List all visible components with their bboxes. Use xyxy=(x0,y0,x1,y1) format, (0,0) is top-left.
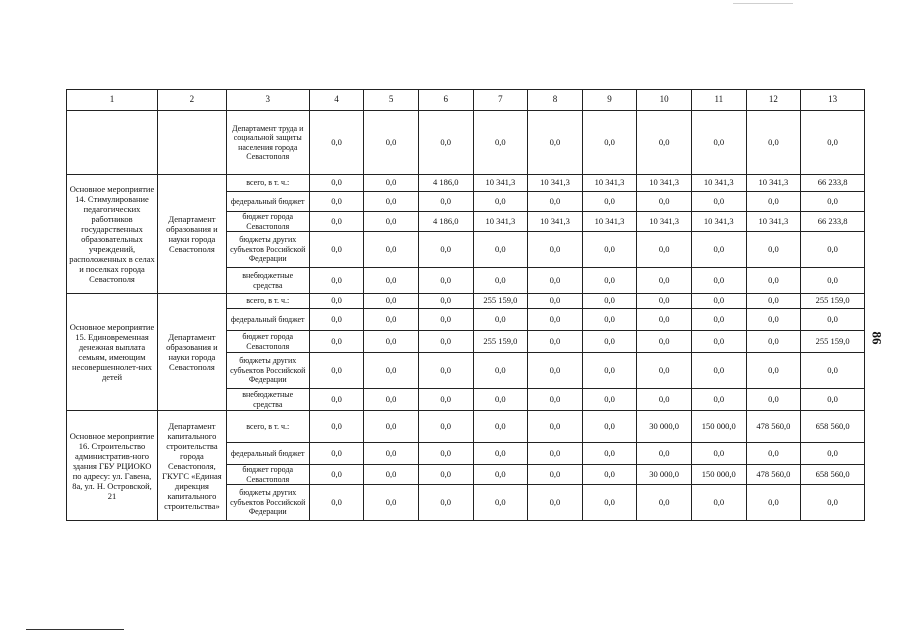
value-cell: 0,0 xyxy=(473,268,528,294)
value-cell: 0,0 xyxy=(691,331,746,353)
value-cell: 0,0 xyxy=(309,192,364,212)
event-name-cell: Основное мероприятие 16. Строительство административ-ного здания ГБУ РЦИОКО по адресу: ул. Гавена, 8а, ул. Н. Островской, 21 xyxy=(67,411,158,521)
value-cell: 0,0 xyxy=(746,485,801,521)
value-cell: 255 159,0 xyxy=(473,331,528,353)
value-cell: 0,0 xyxy=(691,309,746,331)
value-cell: 0,0 xyxy=(418,485,473,521)
value-cell: 0,0 xyxy=(637,353,692,389)
value-cell: 0,0 xyxy=(473,192,528,212)
table-row xyxy=(67,175,865,192)
source-label-cell: Департамент труда и социальной защиты населения города Севастополя xyxy=(226,111,309,175)
value-cell: 0,0 xyxy=(364,111,419,175)
value-cell: 0,0 xyxy=(418,268,473,294)
value-cell: 0,0 xyxy=(582,192,637,212)
value-cell: 0,0 xyxy=(309,331,364,353)
value-cell: 0,0 xyxy=(637,294,692,309)
value-cell: 478 560,0 xyxy=(746,465,801,485)
value-cell: 0,0 xyxy=(418,331,473,353)
value-cell: 0,0 xyxy=(364,192,419,212)
value-cell: 0,0 xyxy=(582,294,637,309)
value-cell: 0,0 xyxy=(418,232,473,268)
header-cell: 13 xyxy=(801,90,865,111)
value-cell: 0,0 xyxy=(528,309,583,331)
value-cell: 0,0 xyxy=(691,294,746,309)
value-cell: 0,0 xyxy=(746,111,801,175)
value-cell: 0,0 xyxy=(746,353,801,389)
value-cell: 0,0 xyxy=(309,353,364,389)
value-cell: 10 341,3 xyxy=(637,175,692,192)
value-cell: 150 000,0 xyxy=(691,465,746,485)
value-cell: 0,0 xyxy=(309,411,364,443)
value-cell: 0,0 xyxy=(309,309,364,331)
value-cell: 478 560,0 xyxy=(746,411,801,443)
source-label-cell: всего, в т. ч.: xyxy=(226,411,309,443)
value-cell: 0,0 xyxy=(473,411,528,443)
value-cell: 0,0 xyxy=(746,268,801,294)
value-cell: 0,0 xyxy=(418,192,473,212)
value-cell: 10 341,3 xyxy=(746,212,801,232)
header-cell: 4 xyxy=(309,90,364,111)
source-label-cell: внебюджетные средства xyxy=(226,389,309,411)
value-cell: 0,0 xyxy=(309,268,364,294)
value-cell: 0,0 xyxy=(801,232,865,268)
value-cell: 0,0 xyxy=(582,232,637,268)
page-number: 86 xyxy=(869,331,885,345)
value-cell: 0,0 xyxy=(582,331,637,353)
value-cell: 0,0 xyxy=(364,268,419,294)
value-cell: 0,0 xyxy=(418,443,473,465)
value-cell: 0,0 xyxy=(801,192,865,212)
value-cell: 0,0 xyxy=(364,411,419,443)
source-label-cell: бюджеты других субъектов Российской Федерации xyxy=(226,353,309,389)
value-cell: 0,0 xyxy=(746,192,801,212)
value-cell: 0,0 xyxy=(691,192,746,212)
value-cell: 0,0 xyxy=(528,389,583,411)
value-cell: 658 560,0 xyxy=(801,411,865,443)
value-cell: 0,0 xyxy=(691,111,746,175)
value-cell: 0,0 xyxy=(691,232,746,268)
value-cell: 0,0 xyxy=(801,485,865,521)
value-cell: 658 560,0 xyxy=(801,465,865,485)
source-label-cell: всего, в т. ч.: xyxy=(226,175,309,192)
value-cell: 0,0 xyxy=(691,353,746,389)
value-cell: 0,0 xyxy=(309,232,364,268)
value-cell: 0,0 xyxy=(309,389,364,411)
executor-cell: Департамент капитального строительства города Севастополя, ГКУГС «Единая дирекция капитального строительства» xyxy=(158,411,227,521)
value-cell: 0,0 xyxy=(801,268,865,294)
value-cell: 0,0 xyxy=(309,294,364,309)
value-cell: 0,0 xyxy=(637,111,692,175)
value-cell: 0,0 xyxy=(473,443,528,465)
value-cell: 10 341,3 xyxy=(528,175,583,192)
value-cell: 0,0 xyxy=(691,268,746,294)
value-cell: 0,0 xyxy=(746,232,801,268)
header-cell: 8 xyxy=(528,90,583,111)
value-cell: 0,0 xyxy=(637,309,692,331)
source-label-cell: внебюджетные средства xyxy=(226,268,309,294)
value-cell: 0,0 xyxy=(418,411,473,443)
value-cell: 0,0 xyxy=(473,232,528,268)
value-cell: 0,0 xyxy=(582,485,637,521)
table-body xyxy=(67,90,865,521)
value-cell: 0,0 xyxy=(746,331,801,353)
value-cell: 0,0 xyxy=(582,268,637,294)
footnote-line xyxy=(26,629,124,630)
value-cell: 0,0 xyxy=(582,309,637,331)
value-cell: 10 341,3 xyxy=(637,212,692,232)
source-label-cell: федеральный бюджет xyxy=(226,192,309,212)
event-name-cell: Основное мероприятие 15. Единовременная денежная выплата семьям, имеющим несовершеннолет-них детей xyxy=(67,294,158,411)
value-cell: 10 341,3 xyxy=(691,212,746,232)
value-cell: 0,0 xyxy=(528,443,583,465)
value-cell: 0,0 xyxy=(364,465,419,485)
value-cell: 0,0 xyxy=(528,268,583,294)
value-cell: 0,0 xyxy=(528,331,583,353)
value-cell: 4 186,0 xyxy=(418,175,473,192)
event-cell-empty xyxy=(67,111,158,175)
value-cell: 10 341,3 xyxy=(582,212,637,232)
value-cell: 0,0 xyxy=(582,411,637,443)
value-cell: 0,0 xyxy=(473,485,528,521)
source-label-cell: бюджет города Севастополя xyxy=(226,331,309,353)
event-name-cell: Основное мероприятие 14. Стимулирование педагогических работников государственных образовательных учреждений, расположенных в селах и поселках города Севастополя xyxy=(67,175,158,294)
value-cell: 0,0 xyxy=(364,212,419,232)
executor-cell: Департамент образования и науки города Севастополя xyxy=(158,175,227,294)
value-cell: 0,0 xyxy=(309,175,364,192)
header-cell: 11 xyxy=(691,90,746,111)
value-cell: 0,0 xyxy=(637,192,692,212)
value-cell: 0,0 xyxy=(637,331,692,353)
source-label-cell: бюджеты других субъектов Российской Федерации xyxy=(226,485,309,521)
value-cell: 0,0 xyxy=(637,232,692,268)
value-cell: 0,0 xyxy=(801,111,865,175)
header-cell: 3 xyxy=(226,90,309,111)
value-cell: 10 341,3 xyxy=(473,175,528,192)
value-cell: 0,0 xyxy=(418,465,473,485)
value-cell: 0,0 xyxy=(637,389,692,411)
value-cell: 0,0 xyxy=(746,294,801,309)
value-cell: 0,0 xyxy=(801,443,865,465)
value-cell: 0,0 xyxy=(528,192,583,212)
value-cell: 0,0 xyxy=(801,353,865,389)
value-cell: 0,0 xyxy=(691,485,746,521)
value-cell: 0,0 xyxy=(691,389,746,411)
value-cell: 150 000,0 xyxy=(691,411,746,443)
source-label-cell: федеральный бюджет xyxy=(226,443,309,465)
source-label-cell: бюджет города Севастополя xyxy=(226,212,309,232)
value-cell: 0,0 xyxy=(473,353,528,389)
value-cell: 10 341,3 xyxy=(473,212,528,232)
header-row xyxy=(67,90,865,111)
value-cell: 66 233,8 xyxy=(801,175,865,192)
executor-cell-empty xyxy=(158,111,227,175)
value-cell: 0,0 xyxy=(309,485,364,521)
table-row xyxy=(67,111,865,175)
source-label-cell: федеральный бюджет xyxy=(226,309,309,331)
value-cell: 0,0 xyxy=(637,268,692,294)
value-cell: 0,0 xyxy=(364,294,419,309)
value-cell: 0,0 xyxy=(364,485,419,521)
header-cell: 7 xyxy=(473,90,528,111)
budget-table xyxy=(66,89,865,521)
source-label-cell: всего, в т. ч.: xyxy=(226,294,309,309)
header-cell: 2 xyxy=(158,90,227,111)
value-cell: 10 341,3 xyxy=(746,175,801,192)
value-cell: 0,0 xyxy=(309,465,364,485)
value-cell: 10 341,3 xyxy=(528,212,583,232)
value-cell: 4 186,0 xyxy=(418,212,473,232)
value-cell: 0,0 xyxy=(528,294,583,309)
value-cell: 10 341,3 xyxy=(582,175,637,192)
value-cell: 255 159,0 xyxy=(801,331,865,353)
value-cell: 0,0 xyxy=(364,331,419,353)
value-cell: 0,0 xyxy=(473,465,528,485)
header-cell: 5 xyxy=(364,90,419,111)
value-cell: 0,0 xyxy=(364,309,419,331)
value-cell: 0,0 xyxy=(746,443,801,465)
value-cell: 0,0 xyxy=(418,353,473,389)
scan-mark xyxy=(733,3,793,4)
value-cell: 0,0 xyxy=(418,389,473,411)
value-cell: 0,0 xyxy=(691,443,746,465)
value-cell: 0,0 xyxy=(582,465,637,485)
value-cell: 255 159,0 xyxy=(801,294,865,309)
header-cell: 1 xyxy=(67,90,158,111)
value-cell: 10 341,3 xyxy=(691,175,746,192)
value-cell: 0,0 xyxy=(418,309,473,331)
value-cell: 0,0 xyxy=(528,111,583,175)
header-cell: 12 xyxy=(746,90,801,111)
value-cell: 0,0 xyxy=(364,175,419,192)
header-cell: 6 xyxy=(418,90,473,111)
value-cell: 0,0 xyxy=(582,111,637,175)
value-cell: 0,0 xyxy=(746,389,801,411)
value-cell: 0,0 xyxy=(528,353,583,389)
value-cell: 0,0 xyxy=(364,443,419,465)
value-cell: 0,0 xyxy=(309,443,364,465)
executor-cell: Департамент образования и науки города Севастополя xyxy=(158,294,227,411)
value-cell: 0,0 xyxy=(309,212,364,232)
value-cell: 0,0 xyxy=(473,111,528,175)
value-cell: 0,0 xyxy=(364,389,419,411)
value-cell: 66 233,8 xyxy=(801,212,865,232)
header-cell: 10 xyxy=(637,90,692,111)
value-cell: 0,0 xyxy=(364,353,419,389)
value-cell: 0,0 xyxy=(582,389,637,411)
value-cell: 30 000,0 xyxy=(637,411,692,443)
value-cell: 0,0 xyxy=(582,443,637,465)
source-label-cell: бюджеты других субъектов Российской Федерации xyxy=(226,232,309,268)
value-cell: 0,0 xyxy=(746,309,801,331)
value-cell: 0,0 xyxy=(418,111,473,175)
value-cell: 0,0 xyxy=(364,232,419,268)
value-cell: 0,0 xyxy=(473,389,528,411)
value-cell: 0,0 xyxy=(473,309,528,331)
value-cell: 0,0 xyxy=(418,294,473,309)
value-cell: 0,0 xyxy=(528,465,583,485)
value-cell: 0,0 xyxy=(637,485,692,521)
value-cell: 0,0 xyxy=(528,411,583,443)
value-cell: 255 159,0 xyxy=(473,294,528,309)
value-cell: 0,0 xyxy=(528,485,583,521)
header-cell: 9 xyxy=(582,90,637,111)
table-row xyxy=(67,411,865,443)
source-label-cell: бюджет города Севастополя xyxy=(226,465,309,485)
table-row xyxy=(67,294,865,309)
value-cell: 0,0 xyxy=(801,309,865,331)
value-cell: 0,0 xyxy=(528,232,583,268)
value-cell: 0,0 xyxy=(309,111,364,175)
value-cell: 0,0 xyxy=(637,443,692,465)
value-cell: 0,0 xyxy=(582,353,637,389)
value-cell: 30 000,0 xyxy=(637,465,692,485)
value-cell: 0,0 xyxy=(801,389,865,411)
